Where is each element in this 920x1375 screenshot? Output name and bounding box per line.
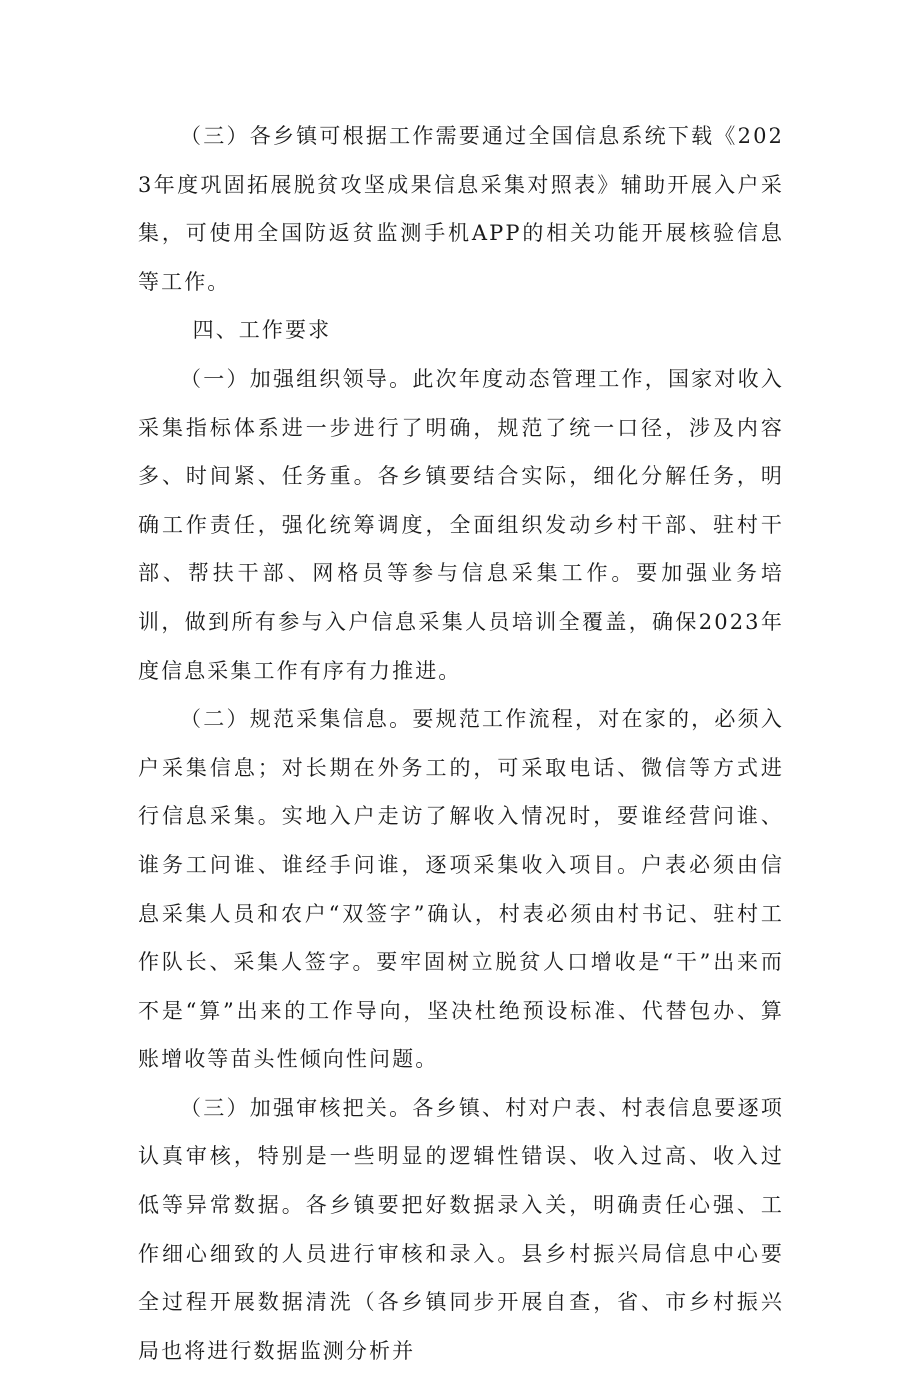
paragraph-1-organization-leadership: （一）加强组织领导。此次年度动态管理工作，国家对收入采集指标体系进一步进行了明确，规范了统一口径，涉及内容多、时间紧、任务重。各乡镇要结合实际，细化分解任务，明确工作责任，强化统筹调度，全面组织发动乡村干部、驻村干部、帮扶干部、网格员等参与信息采集工作。要加强业务培训，做到所有参与入户信息采集人员培训全覆盖，确保2023年度信息采集工作有序有力推进。: [138, 366, 784, 683]
paragraph-3-download-form: （三）各乡镇可根据工作需要通过全国信息系统下载《2023年度巩固拓展脱贫攻坚成果信息采集对照表》辅助开展入户采集，可使用全国防返贫监测手机APP的相关功能开展核验信息等工作。: [138, 124, 784, 294]
paragraph-2-standardize-collection: （二）规范采集信息。要规范工作流程，对在家的，必须入户采集信息；对长期在外务工的，可采取电话、微信等方式进行信息采集。实地入户走访了解收入情况时，要谁经营问谁、谁务工问谁、谁经手问谁，逐项采集收入项目。户表必须由信息采集人员和农户“双签字”确认，村表必须由村书记、驻村工作队长、采集人签字。要牢固树立脱贫人口增收是“干”出来而不是“算”出来的工作导向，坚决杜绝预设标准、代替包办、算账增收等苗头性倾向性问题。: [138, 707, 784, 1072]
document-body: [138, 112, 784, 1375]
paragraph-3-review-check: （三）加强审核把关。各乡镇、村对户表、村表信息要逐项认真审核，特别是一些明显的逻辑性错误、收入过高、收入过低等异常数据。各乡镇要把好数据录入关，明确责任心强、工作细心细致的人员进行审核和录入。县乡村振兴局信息中心要全过程开展数据清洗（各乡镇同步开展自查，省、市乡村振兴局也将进行数据监测分析并: [138, 1095, 784, 1363]
section-heading-work-requirements: 四、工作要求: [192, 318, 332, 343]
